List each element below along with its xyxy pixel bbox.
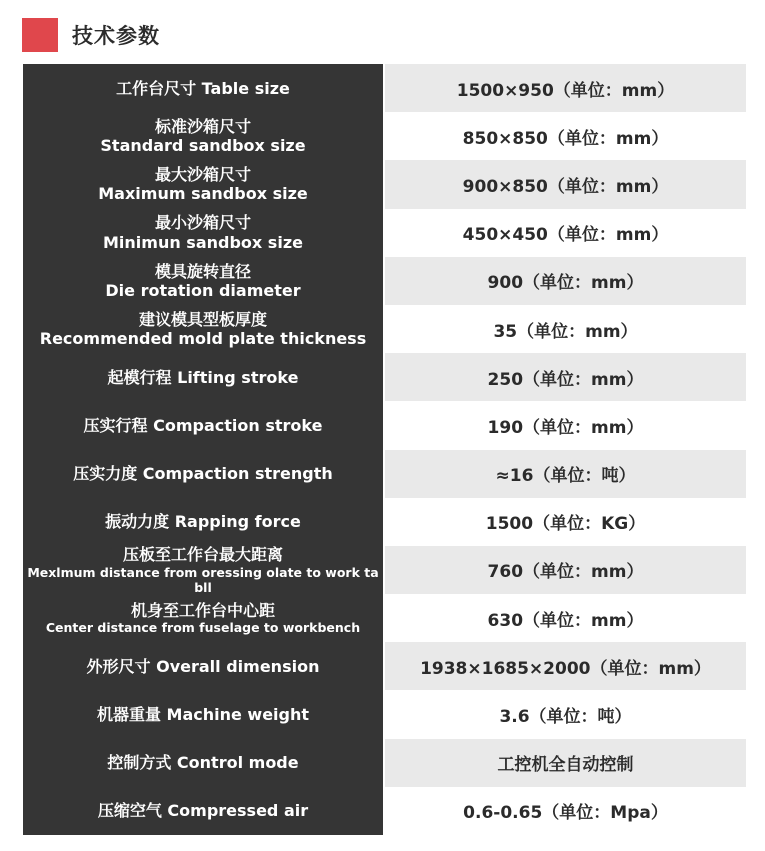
label-en: Die rotation diameter (105, 280, 301, 300)
label-en: Standard sandbox size (100, 136, 306, 156)
label-cn: 最小沙箱尺寸 (154, 213, 251, 233)
label-en: Maximum sandbox size (98, 184, 308, 204)
label-text: 压实行程 Compaction stroke (83, 415, 323, 435)
row-value: 工控机全自动控制 (385, 739, 746, 787)
row-label (23, 305, 385, 353)
table-row (23, 160, 746, 208)
label-en: Minimun sandbox size (103, 232, 303, 252)
spec-table (23, 64, 746, 835)
row-value: 190（单位：mm） (385, 401, 746, 449)
label-cn: 机身至工作台中心距 (130, 601, 275, 621)
label-text: 压缩空气 Compressed air (97, 801, 309, 821)
row-label (23, 160, 385, 208)
table-row (23, 353, 746, 401)
row-label (23, 739, 385, 787)
row-label (23, 257, 385, 305)
row-value: 0.6-0.65（单位：Mpa） (385, 787, 746, 835)
label-en: Mexlmum distance from oressing olate to work ta bll (27, 564, 379, 595)
row-label (23, 401, 385, 449)
label-en: Center distance from fuselage to workbench (45, 620, 361, 636)
label-cn: 压板至工作台最大距离 (122, 545, 283, 565)
table-row (23, 690, 746, 738)
row-value: 1500×950（单位：mm） (385, 64, 746, 112)
header-accent-block (22, 18, 58, 52)
label-cn: 标准沙箱尺寸 (154, 117, 251, 137)
row-value: 900×850（单位：mm） (385, 160, 746, 208)
row-label (23, 112, 385, 160)
label-cn: 模具旋转直径 (154, 261, 251, 281)
section-title: 技术参数 (72, 24, 160, 48)
table-row (23, 594, 746, 642)
table-row (23, 209, 746, 257)
row-value: 250（单位：mm） (385, 353, 746, 401)
table-row (23, 787, 746, 835)
row-value: 1938×1685×2000（单位：mm） (385, 642, 746, 690)
table-row (23, 450, 746, 498)
row-value: 630（单位：mm） (385, 594, 746, 642)
row-value: 760（单位：mm） (385, 546, 746, 594)
row-value: 1500（单位：KG） (385, 498, 746, 546)
table-row (23, 401, 746, 449)
row-value: 450×450（单位：mm） (385, 209, 746, 257)
row-label (23, 209, 385, 257)
table-row (23, 498, 746, 546)
table-row (23, 257, 746, 305)
row-value: 3.6（单位：吨） (385, 690, 746, 738)
row-label (23, 353, 385, 401)
label-text: 振动力度 Rapping force (105, 512, 301, 532)
label-cn: 最大沙箱尺寸 (154, 165, 251, 185)
row-label (23, 546, 385, 594)
label-text: 工作台尺寸 Table size (116, 78, 290, 98)
label-cn: 建议模具型板厚度 (138, 309, 267, 329)
row-label (23, 594, 385, 642)
row-value: ≈16（单位：吨） (385, 450, 746, 498)
label-en: Recommended mold plate thickness (39, 329, 367, 349)
label-text: 控制方式 Control mode (107, 753, 299, 773)
label-text: 机器重量 Machine weight (96, 704, 310, 724)
table-row (23, 642, 746, 690)
table-row (23, 305, 746, 353)
label-text: 压实力度 Compaction strength (73, 464, 333, 483)
table-row (23, 64, 746, 112)
table-row (23, 739, 746, 787)
row-value: 35（单位：mm） (385, 305, 746, 353)
row-label (23, 690, 385, 738)
section-header (22, 18, 160, 52)
row-label (23, 642, 385, 690)
row-value: 900（单位：mm） (385, 257, 746, 305)
table-row (23, 546, 746, 594)
row-label (23, 787, 385, 835)
row-label (23, 64, 385, 112)
table-row (23, 112, 746, 160)
label-text: 起模行程 Lifting stroke (107, 367, 299, 387)
row-label (23, 450, 385, 498)
row-value: 850×850（单位：mm） (385, 112, 746, 160)
label-text: 外形尺寸 Overall dimension (86, 656, 320, 676)
row-label (23, 498, 385, 546)
